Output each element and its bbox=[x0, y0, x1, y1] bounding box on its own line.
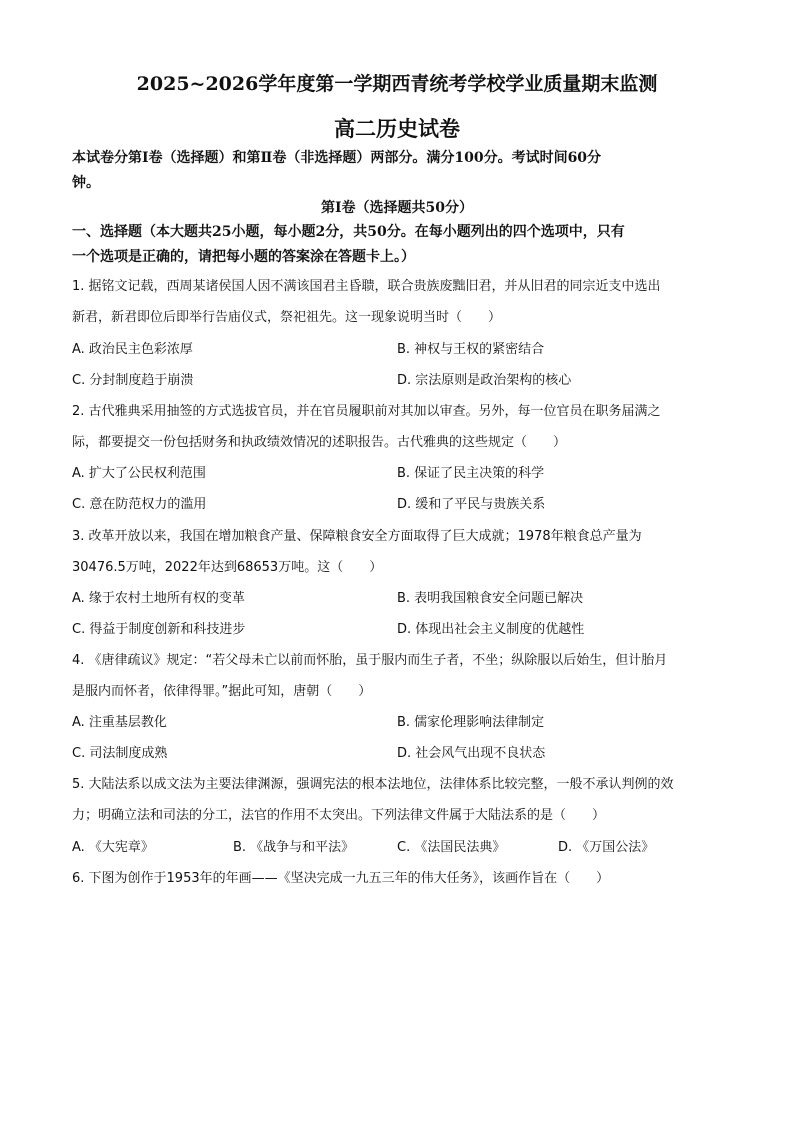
section-instruction-1: 一、选择题（本大题共25小题，每小题2分，共50分。在每小题列出的四个选项中，只有 bbox=[72, 224, 625, 240]
question-3-line-2: 30476.5万吨，2022年达到68653万吨。这（ ） bbox=[72, 560, 383, 575]
question-3-option-a: A. 缘于农村土地所有权的变革 bbox=[72, 591, 245, 606]
question-3-option-d: D. 体现出社会主义制度的优越性 bbox=[397, 622, 585, 637]
question-4-line-2: 是服内而怀者，依律得罪。”据此可知，唐朝（ ） bbox=[72, 684, 372, 699]
question-5-option-d: D. 《万国公法》 bbox=[558, 840, 655, 855]
question-5-option-a: A. 《大宪章》 bbox=[72, 840, 154, 855]
question-5-line-2: 力；明确立法和司法的分工，法官的作用不太突出。下列法律文件属于大陆法系的是（ ） bbox=[72, 808, 606, 823]
question-5-option-b: B. 《战争与和平法》 bbox=[233, 840, 355, 855]
question-1-line-2: 新君，新君即位后即举行告庙仪式，祭祀祖先。这一现象说明当时（ ） bbox=[72, 310, 502, 325]
question-2-line-1: 2. 古代雅典采用抽签的方式选拔官员，并在官员履职前对其加以审查。另外，每一位官员在职务届满之 bbox=[72, 404, 661, 419]
section-instruction-2: 一个选项是正确的，请把每小题的答案涂在答题卡上。） bbox=[72, 249, 415, 265]
question-2-option-d: D. 缓和了平民与贵族关系 bbox=[397, 497, 546, 512]
question-4-option-a: A. 注重基层教化 bbox=[72, 715, 167, 730]
question-1-option-d: D. 宗法原则是政治架构的核心 bbox=[397, 373, 572, 388]
question-2-option-b: B. 保证了民主决策的科学 bbox=[397, 466, 545, 481]
question-5-line-1: 5. 大陆法系以成文法为主要法律渊源，强调宪法的根本法地位，法律体系比较完整，一般不承认判例的效 bbox=[72, 777, 674, 792]
question-4-option-b: B. 儒家伦理影响法律制定 bbox=[397, 715, 545, 730]
question-1-option-b: B. 神权与王权的紧密结合 bbox=[397, 342, 545, 357]
question-1-option-c: C. 分封制度趋于崩溃 bbox=[72, 373, 194, 388]
question-4-option-c: C. 司法制度成熟 bbox=[72, 746, 168, 761]
question-2-option-a: A. 扩大了公民权利范围 bbox=[72, 466, 206, 481]
exam-title: 2025~2026学年度第一学期西青统考学校学业质量期末监测 bbox=[136, 73, 658, 95]
question-2-line-2: 际，都要提交一份包括财务和执政绩效情况的述职报告。古代雅典的这些规定（ ） bbox=[72, 435, 567, 450]
intro-line-2: 钟。 bbox=[72, 175, 100, 191]
question-4-line-1: 4. 《唐律疏议》规定：“若父母未亡以前而怀胎，虽于服内而生子者，不坐；纵除服以后始生，但计胎月 bbox=[72, 653, 668, 668]
question-3-option-b: B. 表明我国粮食安全问题已解决 bbox=[397, 591, 584, 606]
question-6-line-1: 6. 下图为创作于1953年的年画——《坚决完成一九五三年的伟大任务》，该画作旨在（ ） bbox=[72, 871, 610, 886]
question-1-line-1: 1. 据铭文记载，西周某诸侯国人因不满该国君主昏聩，联合贵族废黜旧君，并从旧君的同宗近支中选出 bbox=[72, 279, 661, 294]
section-heading: 第Ⅰ卷（选择题共50分） bbox=[320, 200, 474, 216]
question-4-option-d: D. 社会风气出现不良状态 bbox=[397, 746, 546, 761]
question-5-option-c: C. 《法国民法典》 bbox=[397, 840, 506, 855]
exam-subtitle: 高二历史试卷 bbox=[334, 116, 460, 141]
question-3-option-c: C. 得益于制度创新和科技进步 bbox=[72, 622, 246, 637]
question-2-option-c: C. 意在防范权力的滥用 bbox=[72, 497, 207, 512]
question-3-line-1: 3. 改革开放以来，我国在增加粮食产量、保障粮食安全方面取得了巨大成就；1978年粮食总产量为 bbox=[72, 529, 642, 544]
question-1-option-a: A. 政治民主色彩浓厚 bbox=[72, 342, 193, 357]
intro-line-1: 本试卷分第Ⅰ卷（选择题）和第Ⅱ卷（非选择题）两部分。满分100分。考试时间60分 bbox=[72, 150, 602, 166]
